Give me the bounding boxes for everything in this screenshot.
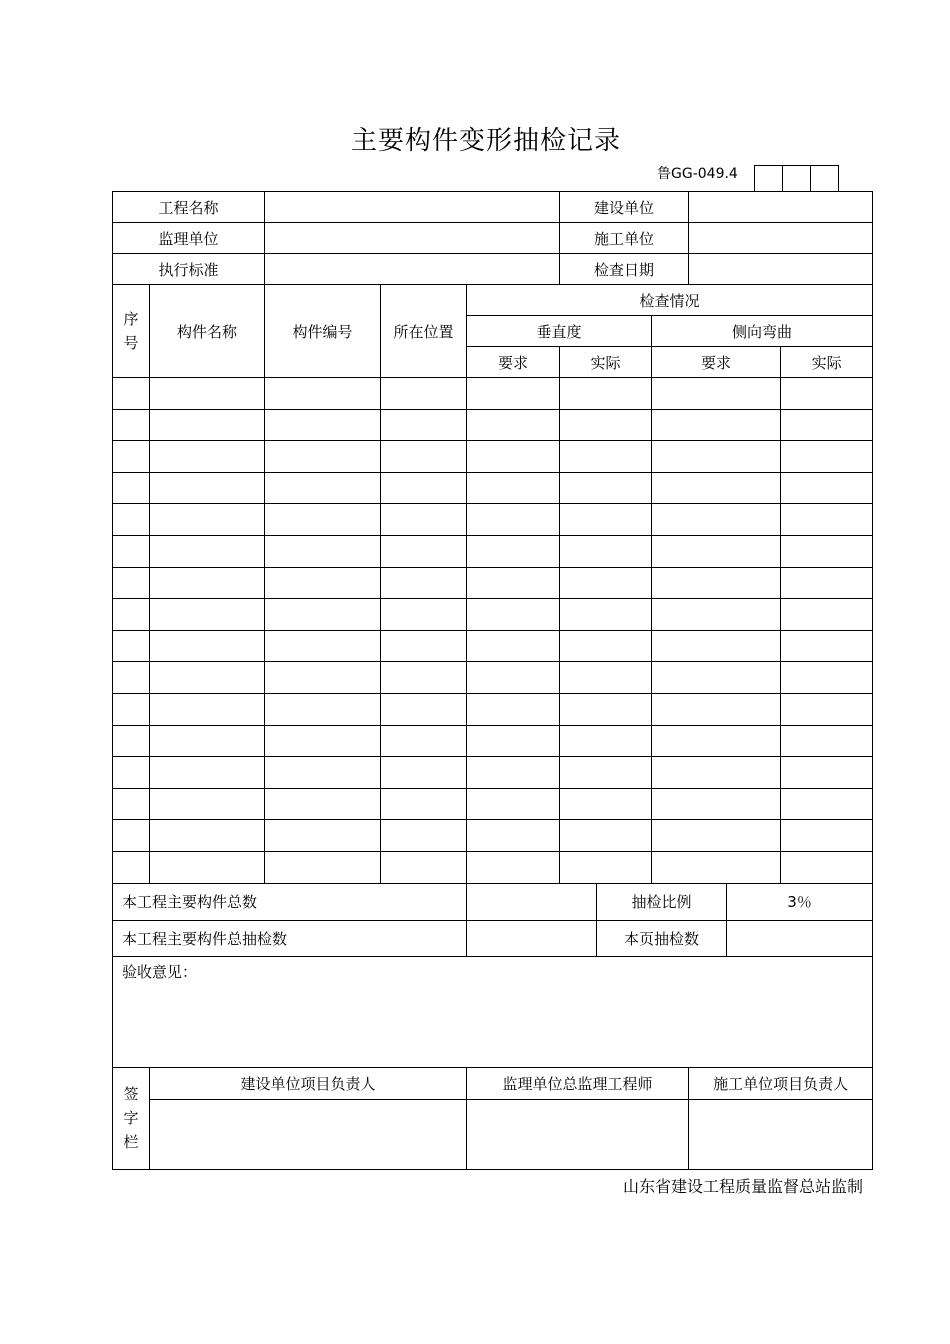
contractor-rep-label: 施工单位项目负责人	[689, 1067, 873, 1099]
component-name-cell[interactable]	[150, 757, 265, 789]
bend-actual-cell[interactable]	[781, 504, 873, 536]
bend-actual-cell[interactable]	[781, 599, 873, 631]
table-row	[113, 567, 873, 599]
location-cell[interactable]	[381, 567, 467, 599]
seq-cell[interactable]	[113, 567, 150, 599]
vert-actual-cell[interactable]	[560, 757, 652, 789]
sampling-ratio-label: 抽检比例	[597, 883, 727, 920]
vert-required-cell[interactable]	[467, 567, 560, 599]
component-no-cell[interactable]	[265, 788, 381, 820]
bend-actual-cell[interactable]	[781, 725, 873, 757]
component-name-cell[interactable]	[150, 788, 265, 820]
table-row	[113, 378, 873, 410]
bend-required-cell[interactable]	[652, 472, 781, 504]
component-name-cell[interactable]	[150, 472, 265, 504]
vert-actual-cell[interactable]	[560, 662, 652, 694]
vert-required-cell[interactable]	[467, 725, 560, 757]
vert-required-cell[interactable]	[467, 630, 560, 662]
location-cell[interactable]	[381, 788, 467, 820]
construction-unit-field[interactable]	[689, 192, 873, 223]
seq-cell[interactable]	[113, 504, 150, 536]
seq-cell[interactable]	[113, 788, 150, 820]
component-no-cell[interactable]	[265, 472, 381, 504]
table-row	[113, 662, 873, 694]
bend-actual-cell[interactable]	[781, 630, 873, 662]
total-components-label: 本工程主要构件总数	[113, 883, 467, 920]
seq-cell[interactable]	[113, 630, 150, 662]
seq-cell[interactable]	[113, 725, 150, 757]
vert-actual-header: 实际	[560, 347, 652, 378]
seq-cell[interactable]	[113, 662, 150, 694]
seq-cell[interactable]	[113, 820, 150, 852]
component-no-cell[interactable]	[265, 535, 381, 567]
vert-required-cell[interactable]	[467, 378, 560, 410]
vert-required-cell[interactable]	[467, 851, 560, 883]
vert-actual-cell[interactable]	[560, 409, 652, 441]
owner-rep-label: 建设单位项目负责人	[150, 1067, 467, 1099]
code-boxes	[754, 165, 839, 192]
component-name-cell[interactable]	[150, 851, 265, 883]
location-cell[interactable]	[381, 441, 467, 473]
vert-actual-cell[interactable]	[560, 851, 652, 883]
component-no-cell[interactable]	[265, 851, 381, 883]
component-no-cell[interactable]	[265, 662, 381, 694]
bend-required-cell[interactable]	[652, 662, 781, 694]
vert-actual-cell[interactable]	[560, 472, 652, 504]
bend-actual-cell[interactable]	[781, 472, 873, 504]
bend-actual-cell[interactable]	[781, 441, 873, 473]
seq-cell[interactable]	[113, 535, 150, 567]
component-name-cell[interactable]	[150, 662, 265, 694]
owner-rep-signature[interactable]	[150, 1099, 467, 1169]
location-cell[interactable]	[381, 662, 467, 694]
total-sampled-field[interactable]	[467, 920, 597, 956]
seq-cell[interactable]	[113, 378, 150, 410]
location-cell[interactable]	[381, 535, 467, 567]
component-no-cell[interactable]	[265, 441, 381, 473]
inspection-date-label: 检查日期	[560, 254, 689, 285]
location-cell[interactable]	[381, 409, 467, 441]
location-cell[interactable]	[381, 693, 467, 725]
bend-actual-cell[interactable]	[781, 409, 873, 441]
seq-cell[interactable]	[113, 472, 150, 504]
builder-unit-label: 施工单位	[560, 223, 689, 254]
chief-supervisor-signature[interactable]	[467, 1099, 689, 1169]
bend-required-cell[interactable]	[652, 504, 781, 536]
bend-required-cell[interactable]	[652, 378, 781, 410]
bend-actual-cell[interactable]	[781, 378, 873, 410]
lateral-bending-header: 侧向弯曲	[652, 316, 873, 347]
bend-required-cell[interactable]	[652, 535, 781, 567]
signature-section-label: 签 字 栏	[113, 1067, 150, 1169]
component-name-cell[interactable]	[150, 535, 265, 567]
bend-actual-cell[interactable]	[781, 693, 873, 725]
table-row	[113, 441, 873, 473]
table-row	[113, 820, 873, 852]
component-no-cell[interactable]	[265, 567, 381, 599]
inspection-form	[112, 191, 873, 1170]
component-name-cell[interactable]	[150, 567, 265, 599]
bend-required-cell[interactable]	[652, 567, 781, 599]
vert-actual-cell[interactable]	[560, 567, 652, 599]
component-name-cell[interactable]	[150, 409, 265, 441]
vert-actual-cell[interactable]	[560, 725, 652, 757]
sampling-ratio-value[interactable]: 3％	[727, 883, 873, 920]
page-title: 主要构件变形抽检记录	[350, 126, 621, 156]
component-name-cell[interactable]	[150, 820, 265, 852]
vert-required-cell[interactable]	[467, 820, 560, 852]
table-row	[113, 535, 873, 567]
bend-actual-cell[interactable]	[781, 788, 873, 820]
component-name-cell[interactable]	[150, 504, 265, 536]
vert-required-cell[interactable]	[467, 693, 560, 725]
bend-required-cell[interactable]	[652, 757, 781, 789]
table-row	[113, 409, 873, 441]
bend-actual-header: 实际	[781, 347, 873, 378]
vert-required-cell[interactable]	[467, 441, 560, 473]
vert-required-header: 要求	[467, 347, 560, 378]
vert-actual-cell[interactable]	[560, 535, 652, 567]
component-name-header: 构件名称	[150, 285, 265, 378]
form-code: 鲁GG-049.4	[657, 166, 738, 182]
total-sampled-label: 本工程主要构件总抽检数	[113, 920, 467, 956]
location-cell[interactable]	[381, 472, 467, 504]
inspection-date-field[interactable]	[689, 254, 873, 285]
vert-required-cell[interactable]	[467, 757, 560, 789]
bend-required-cell[interactable]	[652, 441, 781, 473]
bend-actual-cell[interactable]	[781, 567, 873, 599]
table-row	[113, 725, 873, 757]
data-rows	[113, 378, 873, 884]
seq-cell[interactable]	[113, 441, 150, 473]
component-name-cell[interactable]	[150, 599, 265, 631]
vert-required-cell[interactable]	[467, 472, 560, 504]
component-no-cell[interactable]	[265, 504, 381, 536]
total-components-field[interactable]	[467, 883, 597, 920]
vert-actual-cell[interactable]	[560, 441, 652, 473]
location-cell[interactable]	[381, 820, 467, 852]
bend-actual-cell[interactable]	[781, 535, 873, 567]
supervision-unit-field[interactable]	[265, 223, 560, 254]
vert-actual-cell[interactable]	[560, 788, 652, 820]
builder-unit-field[interactable]	[689, 223, 873, 254]
location-cell[interactable]	[381, 851, 467, 883]
contractor-rep-signature[interactable]	[689, 1099, 873, 1169]
table-row	[113, 757, 873, 789]
table-row	[113, 630, 873, 662]
bend-required-cell[interactable]	[652, 630, 781, 662]
location-cell[interactable]	[381, 504, 467, 536]
vert-actual-cell[interactable]	[560, 693, 652, 725]
bend-required-cell[interactable]	[652, 409, 781, 441]
component-no-cell[interactable]	[265, 725, 381, 757]
seq-header: 序 号	[113, 285, 150, 378]
vert-actual-cell[interactable]	[560, 378, 652, 410]
component-no-cell[interactable]	[265, 630, 381, 662]
vert-required-cell[interactable]	[467, 409, 560, 441]
component-no-cell[interactable]	[265, 599, 381, 631]
seq-cell[interactable]	[113, 693, 150, 725]
bend-required-cell[interactable]	[652, 820, 781, 852]
page-sampled-label: 本页抽检数	[597, 920, 727, 956]
component-name-cell[interactable]	[150, 725, 265, 757]
bend-required-cell[interactable]	[652, 851, 781, 883]
table-row	[113, 693, 873, 725]
vert-actual-cell[interactable]	[560, 504, 652, 536]
project-name-label: 工程名称	[113, 192, 265, 223]
standard-field[interactable]	[265, 254, 560, 285]
vert-required-cell[interactable]	[467, 788, 560, 820]
seq-cell[interactable]	[113, 757, 150, 789]
acceptance-opinion[interactable]	[113, 956, 873, 1067]
bend-actual-cell[interactable]	[781, 662, 873, 694]
component-name-cell[interactable]	[150, 693, 265, 725]
footer-issuer: 山东省建设工程质量监督总站监制	[622, 1177, 863, 1196]
component-name-cell[interactable]	[150, 441, 265, 473]
table-row	[113, 788, 873, 820]
bend-required-cell[interactable]	[652, 599, 781, 631]
location-cell[interactable]	[381, 599, 467, 631]
vert-required-cell[interactable]	[467, 504, 560, 536]
opinion-label: 验收意见：	[122, 962, 198, 981]
chief-supervisor-label: 监理单位总监理工程师	[467, 1067, 689, 1099]
bend-actual-cell[interactable]	[781, 851, 873, 883]
project-name-field[interactable]	[265, 192, 560, 223]
vert-actual-cell[interactable]	[560, 820, 652, 852]
vert-actual-cell[interactable]	[560, 630, 652, 662]
component-no-cell[interactable]	[265, 378, 381, 410]
component-no-header: 构件编号	[265, 285, 381, 378]
vert-actual-cell[interactable]	[560, 599, 652, 631]
verticality-header: 垂直度	[467, 316, 652, 347]
component-no-cell[interactable]	[265, 757, 381, 789]
table-row	[113, 851, 873, 883]
vert-required-cell[interactable]	[467, 662, 560, 694]
component-name-cell[interactable]	[150, 378, 265, 410]
seq-cell[interactable]	[113, 851, 150, 883]
component-no-cell[interactable]	[265, 693, 381, 725]
inspection-status-header: 检查情况	[467, 285, 873, 316]
location-cell[interactable]	[381, 757, 467, 789]
component-name-cell[interactable]	[150, 630, 265, 662]
bend-required-cell[interactable]	[652, 693, 781, 725]
component-no-cell[interactable]	[265, 820, 381, 852]
seq-cell[interactable]	[113, 409, 150, 441]
supervision-unit-label: 监理单位	[113, 223, 265, 254]
location-cell[interactable]	[381, 378, 467, 410]
page-sampled-field[interactable]	[727, 920, 873, 956]
table-row	[113, 599, 873, 631]
vert-required-cell[interactable]	[467, 599, 560, 631]
bend-actual-cell[interactable]	[781, 757, 873, 789]
component-no-cell[interactable]	[265, 409, 381, 441]
location-cell[interactable]	[381, 630, 467, 662]
seq-cell[interactable]	[113, 599, 150, 631]
bend-required-header: 要求	[652, 347, 781, 378]
construction-unit-label: 建设单位	[560, 192, 689, 223]
table-row	[113, 472, 873, 504]
table-row	[113, 504, 873, 536]
bend-required-cell[interactable]	[652, 725, 781, 757]
bend-required-cell[interactable]	[652, 788, 781, 820]
bend-actual-cell[interactable]	[781, 820, 873, 852]
vert-required-cell[interactable]	[467, 535, 560, 567]
location-cell[interactable]	[381, 725, 467, 757]
standard-label: 执行标准	[113, 254, 265, 285]
location-header: 所在位置	[381, 285, 467, 378]
